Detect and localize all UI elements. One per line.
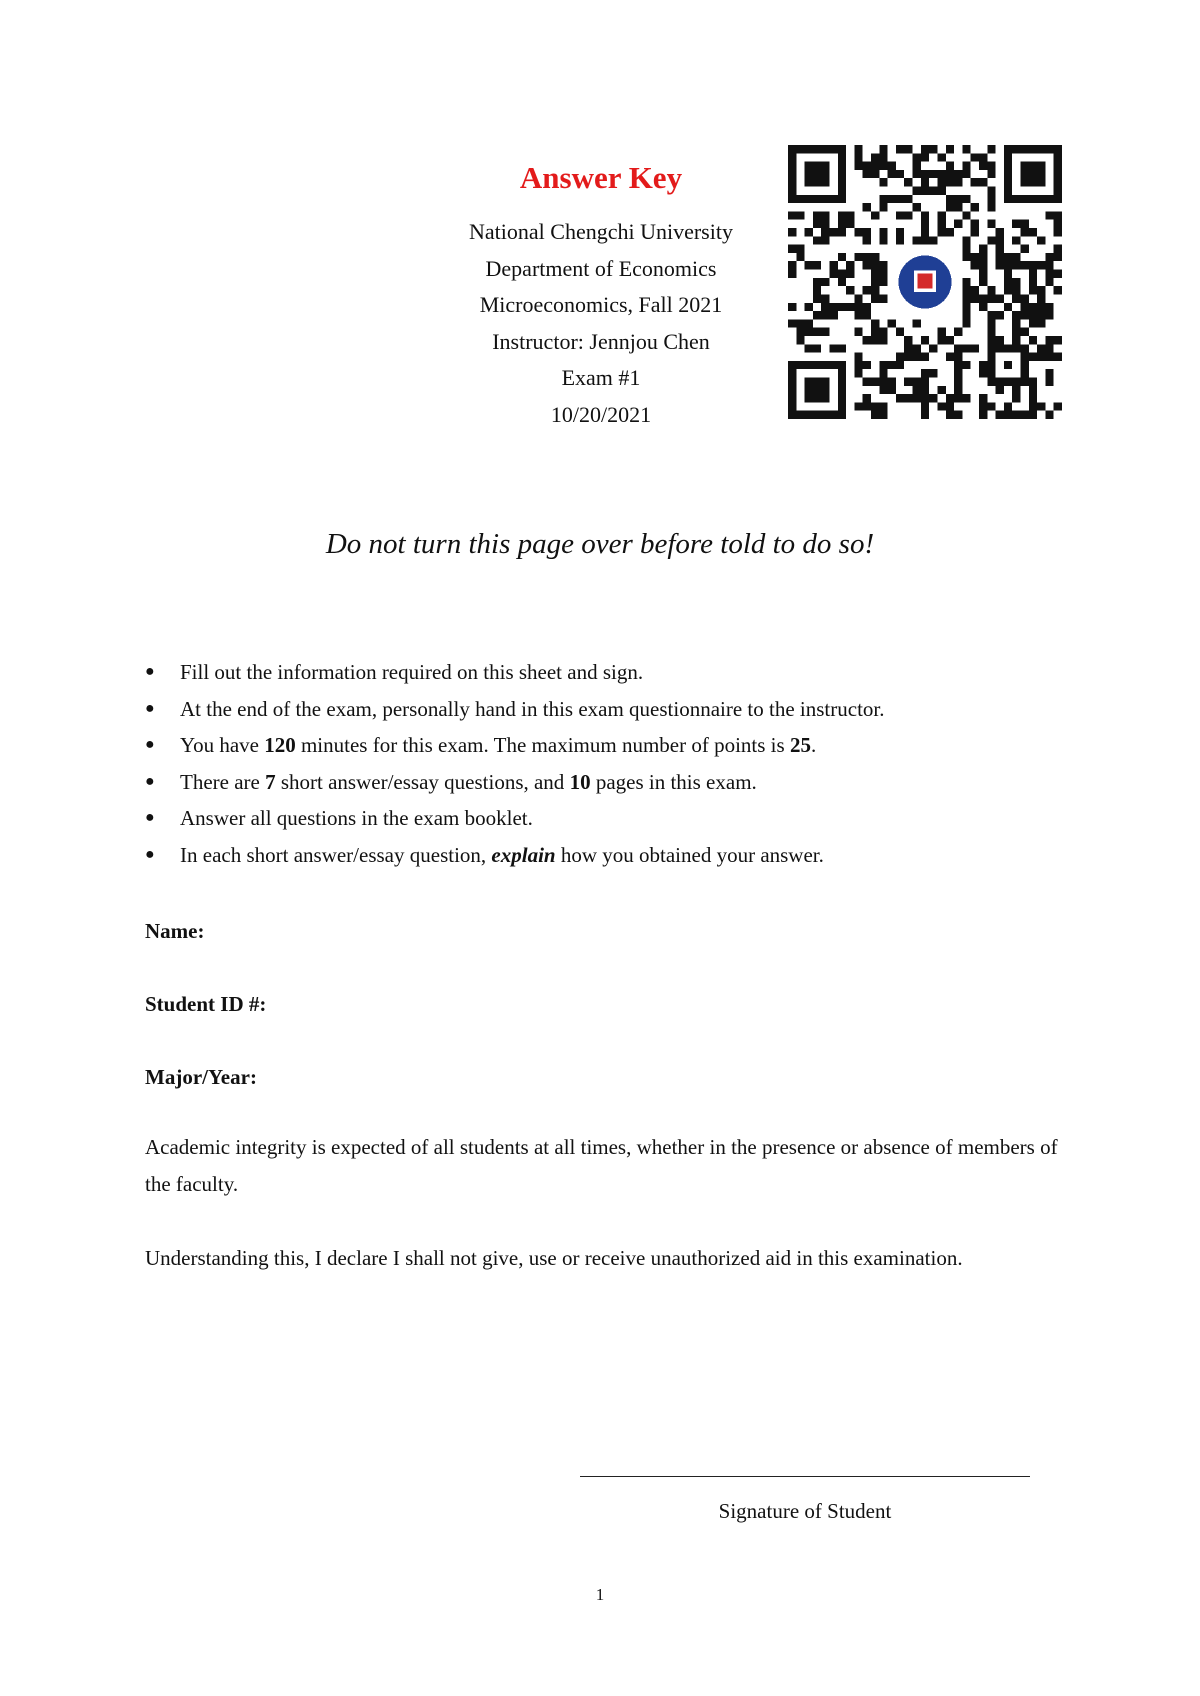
department-name: Department of Economics <box>485 255 717 281</box>
name-field-label: Name: <box>145 919 205 943</box>
qr-code-icon <box>788 145 1062 419</box>
instruction-text-run: . <box>810 733 817 757</box>
instructor-name: Instructor: Jennjou Chen <box>492 328 710 354</box>
instruction-text-run: 120 <box>264 733 296 757</box>
instruction-item <box>145 727 1085 764</box>
instruction-text-run: how you obtained your answer. <box>555 842 824 867</box>
instruction-item <box>145 800 1085 837</box>
instruction-text-run: pages in this exam. <box>590 769 757 794</box>
instruction-text-run: You have <box>180 733 265 757</box>
exam-date: 10/20/2021 <box>550 401 652 427</box>
instruction-text-run: explain <box>491 842 556 867</box>
academic-integrity-paragraph: Academic integrity is expected of all students at all times, whether in the presence or absence of members of the faculty. <box>145 1135 1058 1196</box>
signature-line <box>580 1476 1030 1477</box>
exam-header <box>420 156 782 433</box>
instruction-text-run: Answer all questions in the exam booklet. <box>180 806 533 830</box>
bullet-icon: ● <box>145 772 155 790</box>
instruction-text-run: 7 <box>265 769 276 794</box>
bullet-icon: ● <box>145 699 155 717</box>
instruction-text-run: At the end of the exam, personally hand in this exam questionnaire to the instructor. <box>180 696 885 721</box>
instruction-text-run: In each short answer/essay question, <box>180 842 492 867</box>
university-name: National Chengchi University <box>469 219 733 244</box>
instruction-text-run: short answer/essay questions, and <box>275 769 570 794</box>
exam-number: Exam #1 <box>561 365 641 390</box>
bullet-icon: ● <box>145 845 155 863</box>
instruction-item <box>145 691 1085 728</box>
instruction-text-run: 25 <box>789 733 811 757</box>
answer-key-title: Answer Key <box>519 160 683 195</box>
student-id-field-label: Student ID #: <box>145 992 267 1016</box>
bullet-icon: ● <box>145 663 155 680</box>
instruction-text-run: Fill out the information required on this sheet and sign. <box>180 660 644 684</box>
page-number: 1 <box>595 1585 605 1604</box>
warning-text: Do not turn this page over before told to do so! <box>325 528 875 560</box>
bullet-icon: ● <box>145 736 155 753</box>
declaration-paragraph: Understanding this, I declare I shall not give, use or receive unauthorized aid in this examination. <box>145 1246 963 1270</box>
major-year-field-label: Major/Year: <box>145 1065 257 1089</box>
instruction-item <box>145 764 1085 801</box>
instruction-text-run: 10 <box>569 769 591 794</box>
instruction-text-run: There are <box>180 769 266 794</box>
instruction-item <box>145 837 1085 874</box>
university-seal-icon <box>893 250 956 313</box>
course-name: Microeconomics, Fall 2021 <box>479 292 723 317</box>
bullet-icon: ● <box>145 809 155 826</box>
signature-label: Signature of Student <box>718 1499 892 1523</box>
instruction-item <box>145 654 1085 691</box>
instruction-text-run: minutes for this exam. The maximum number of points is <box>295 733 790 757</box>
instructions-list <box>145 654 1085 873</box>
